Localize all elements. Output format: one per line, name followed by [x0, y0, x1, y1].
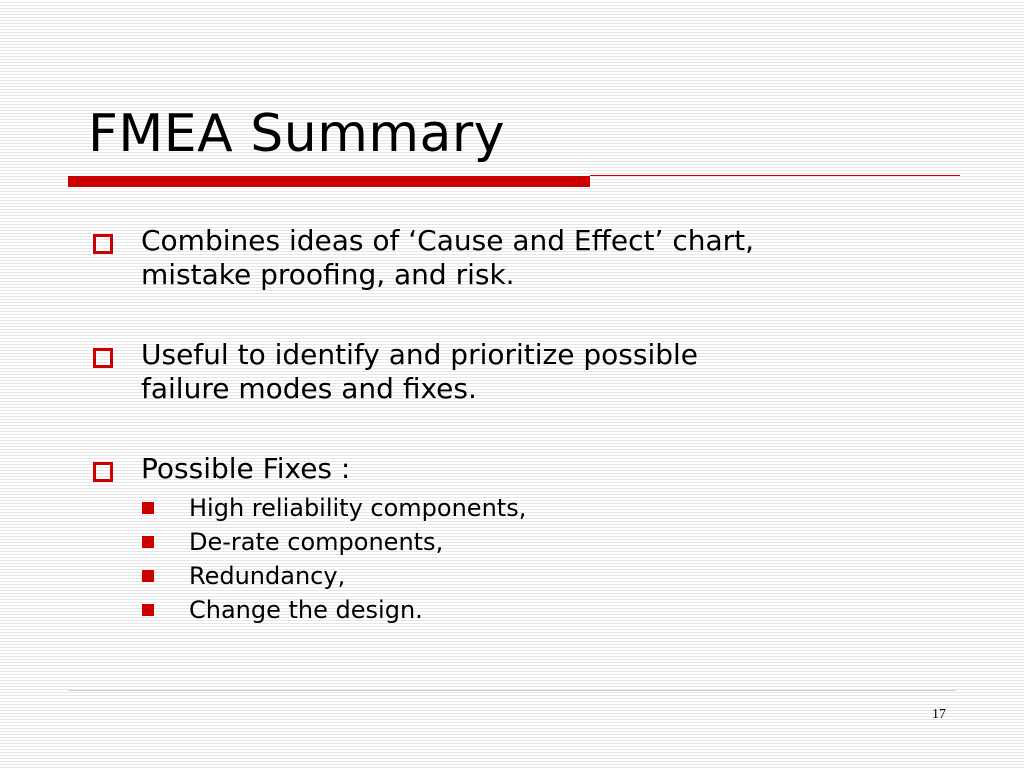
bullet-text: Useful to identify and prioritize possible failure modes and fixes. — [141, 338, 699, 405]
bullet-text: Combines ideas of ‘Cause and Effect’ chart, mistake proofing, and risk. — [141, 224, 755, 291]
slide-title: FMEA Summary — [88, 104, 506, 164]
filled-square-bullet-icon — [142, 604, 154, 616]
filled-square-bullet-icon — [142, 502, 154, 514]
title-accent-bar — [68, 176, 590, 187]
hollow-square-bullet-icon — [93, 348, 113, 368]
sub-bullet-text: High reliability components, — [189, 494, 527, 522]
bullet-text: Possible Fixes : — [141, 452, 351, 485]
filled-square-bullet-icon — [142, 570, 154, 582]
sub-bullet-item — [142, 493, 742, 523]
sub-bullet-item — [142, 561, 742, 591]
sub-bullet-text: Redundancy, — [189, 562, 346, 590]
sub-bullet-text: Change the design. — [189, 596, 423, 624]
sub-bullet-item — [142, 595, 742, 625]
sub-bullet-text: De-rate components, — [189, 528, 444, 556]
sub-bullet-item — [142, 527, 742, 557]
hollow-square-bullet-icon — [93, 234, 113, 254]
filled-square-bullet-icon — [142, 536, 154, 548]
hollow-square-bullet-icon — [93, 462, 113, 482]
footer-rule — [68, 690, 956, 691]
title-underline-rule — [590, 175, 960, 176]
page-number: 17 — [932, 707, 946, 722]
